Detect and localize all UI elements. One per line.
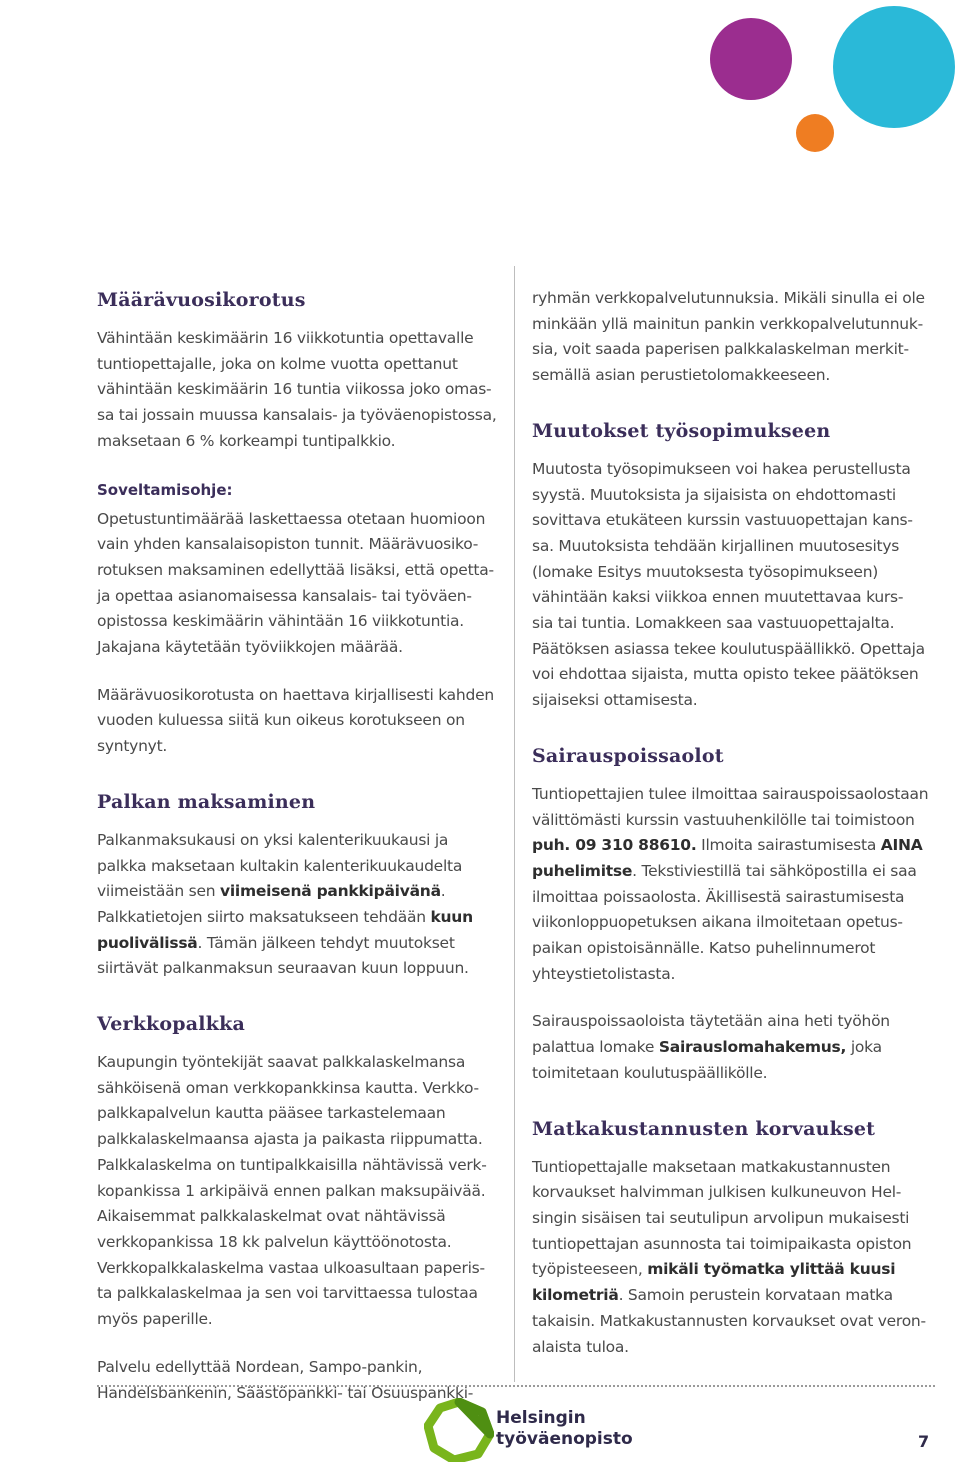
- text-line: Jakajana käytetään työviikkojen määrää.: [97, 638, 403, 657]
- paragraph: Sairauspoissaoloista täytetään aina heti työhön palattua lomake Sairauslomahakemus, joka toimitetaan koulutuspäällikölle.: [532, 1012, 890, 1082]
- text-line: sa tai jossain muussa kansalais- ja työväenopistossa,: [97, 406, 497, 425]
- text-line: Palvelu edellyttää Nordean, Sampo-pankin,: [97, 1357, 423, 1376]
- text-line: tuntiopettajalle, joka on kolme vuotta opettanut: [97, 354, 458, 373]
- text-line: kopankissa 1 arkipäivä ennen palkan maksupäivää.: [97, 1181, 486, 1200]
- paragraph: [97, 507, 502, 661]
- text-line: sia, voit saada paperisen palkkalaskelman merkit-: [532, 340, 909, 359]
- text-line: syntynyt.: [97, 737, 168, 756]
- text-line: palkkalaskelmaansa ajasta ja paikasta riippumatta.: [97, 1130, 483, 1149]
- paragraph: [532, 286, 942, 389]
- section-heading-sairauspoissaolot: Sairauspoissaolot: [532, 744, 724, 767]
- text-line: Määrävuosikorotusta on haettava kirjallisesti kahden: [97, 685, 494, 704]
- section-heading-verkkopalkka: Verkkopalkka: [97, 1013, 245, 1036]
- text-line: Kaupungin työntekijät saavat palkkalaskelmansa: [97, 1053, 466, 1072]
- text-line: Päätöksen asiassa tekee koulutuspäällikkö. Opettaja: [532, 639, 925, 658]
- decorative-cyan-circle: [833, 6, 955, 128]
- paragraph: [97, 683, 502, 760]
- text-line: semällä asian perustietolomakkeeseen.: [532, 366, 831, 385]
- text-line: Aikaisemmat palkkalaskelmat ovat nähtävissä: [97, 1207, 446, 1226]
- section-heading-matkakustannusten-korvaukset: Matkakustannusten korvaukset: [532, 1117, 876, 1140]
- text-line: voi ehdottaa sijaista, mutta opisto tekee päätöksen: [532, 665, 919, 684]
- paragraph: [97, 326, 502, 455]
- logo-wordmark: Helsingin työväenopisto: [496, 1408, 633, 1449]
- text-line: palkkapalvelun kautta pääsee tarkastelemaan: [97, 1104, 446, 1123]
- emphasis: puhelimitse: [532, 861, 633, 880]
- form-name: Sairauslomahakemus,: [658, 1038, 847, 1057]
- text-line: ta palkkalaskelmaa ja sen voi tarvittaessa tulostaa: [97, 1284, 478, 1303]
- column-divider: [514, 266, 515, 1382]
- paragraph: [532, 457, 942, 714]
- text-line: syystä. Muutoksista ja sijaisista on ehdottomasti: [532, 485, 896, 504]
- text-line: Tuntiopettajalle maksetaan matkakustannusten: [532, 1157, 891, 1176]
- text-line: ja opettaa asianomaisessa kansalais- tai työväen-: [97, 586, 472, 605]
- paragraph: [97, 1050, 502, 1333]
- text-line: Verkkopalkkalaskelma vastaa ulkoasultaan paperis-: [97, 1258, 485, 1277]
- emphasis: kilometriä: [532, 1286, 619, 1305]
- text-line: korvaukset halvimman julkisen kulkuneuvon Hel-: [532, 1183, 902, 1202]
- text-line: Vähintään keskimäärin 16 viikkotuntia opettavalle: [97, 329, 474, 347]
- text-line: sa. Muutoksista tehdään kirjallinen muutosesitys: [532, 536, 900, 555]
- emphasis: viimeisenä pankkipäivänä: [220, 882, 441, 901]
- text-line: viikonloppuopetuksen aikana ilmoitetaan opetus-: [532, 913, 903, 932]
- text-line: sovittava etukäteen kurssin vastuuopettajan kans-: [532, 511, 913, 530]
- subheading-soveltamisohje: Soveltamisohje:: [97, 480, 233, 499]
- text-line: tuntiopettajan asunnosta tai toimipaikasta opiston: [532, 1234, 912, 1253]
- text-line: paikan opistoisännälle. Katso puhelinnumerot: [532, 939, 876, 958]
- text-line: Handelsbankenin, Säästöpankki- tai Osuuspankki-: [97, 1383, 474, 1402]
- footer-divider: [97, 1385, 935, 1387]
- text-line: sijaiseksi ottamisesta.: [532, 691, 698, 710]
- text-line: (lomake Esitys muutoksesta työsopimukseen): [532, 562, 879, 581]
- text-line: Palkkalaskelma on tuntipalkkaisilla nähtävissä verk-: [97, 1155, 487, 1174]
- left-column: [97, 286, 502, 1406]
- text-line: alaista tuloa.: [532, 1337, 629, 1356]
- section-heading-maaravuosikorotus: Määrävuosikorotus: [97, 289, 306, 311]
- text-line: ryhmän verkkopalvelutunnuksia. Mikäli sinulla ei ole: [532, 289, 925, 307]
- text-line: sähköisenä oman verkkopankkinsa kautta. Verkko-: [97, 1078, 479, 1097]
- text-line: Opetustuntimäärää laskettaessa otetaan huomioon: [97, 509, 486, 528]
- text-line: verkkopankissa 18 kk palvelun käyttöönotosta.: [97, 1232, 452, 1251]
- paragraph: Tuntiopettajalle maksetaan matkakustannusten korvaukset halvimman julkisen kulkuneuvon Hel- singin sisäisen tai seutulipun arvolipun mukaisesti tuntiopettajan asunnosta tai toimipaikasta opiston työpisteeseen, mikäli työmatka ylittää kuusi kilometriä. Samoin perustein korvataan matka takaisin. Matkakustannusten korvaukset ovat veron- alaista tuloa.: [532, 1155, 942, 1361]
- emphasis: mikäli työmatka ylittää kuusi: [647, 1260, 896, 1279]
- text-line: rotuksen maksaminen edellyttää lisäksi, että opetta-: [97, 560, 494, 579]
- text-line: singin sisäisen tai seutulipun arvolipun mukaisesti: [532, 1208, 910, 1227]
- page-number: 7: [918, 1432, 930, 1451]
- phone-number: puh. 09 310 88610.: [532, 836, 697, 855]
- section-heading-palkan-maksaminen: Palkan maksaminen: [97, 790, 316, 813]
- decorative-purple-circle: [710, 18, 792, 100]
- text-line: vähintään kaksi viikkoa ennen muutettavaa kurs-: [532, 588, 904, 607]
- emphasis: puolivälissä: [97, 933, 198, 952]
- paragraph: Palkanmaksukausi on yksi kalenterikuukausi ja palkka maksetaan kultakin kalenterikuukaudelta viimeistään sen viimeisenä pankkipäivänä. Palkkatietojen siirto maksatukseen tehdään kuun puolivälissä. Tämän jälkeen tehdyt muutokset siirtävät palkanmaksun seuraavan kuun loppuun.: [97, 830, 473, 978]
- text-line: Muutosta työsopimukseen voi hakea perustellusta: [532, 459, 911, 478]
- text-line: opistossa keskimäärin vähintään 16 viikkotuntia.: [97, 612, 464, 631]
- emphasis: AINA: [880, 836, 923, 855]
- text-line: vain yhden kansalaisopiston tunnit. Määrävuosiko-: [97, 535, 479, 554]
- text-line: minkään yllä mainitun pankin verkkopalvelutunnuk-: [532, 314, 923, 333]
- paragraph: Tuntiopettajien tulee ilmoittaa sairauspoissaolostaan välittömästi kurssin vastuuhenkilölle tai toimistoon puh. 09 310 88610. Ilmoita sairastumisesta AINA puhelimitse. Tekstiviestillä tai sähköpostilla ei saa ilmoittaa poissaolosta. Äkillisestä sairastumisesta viikonloppuopetuksen aikana ilmoitetaan opetus- paikan opistoisännälle. Katso puhelinnumerot yhteystietolistasta.: [532, 782, 942, 988]
- emphasis: kuun: [430, 907, 473, 926]
- text-line: maksetaan 6 % korkeampi tuntipalkkio.: [97, 431, 396, 450]
- text-line: takaisin. Matkakustannusten korvaukset ovat veron-: [532, 1311, 926, 1330]
- text-line: vuoden kuluessa siitä kun oikeus korotukseen on: [97, 711, 465, 730]
- text-line: myös paperille.: [97, 1310, 213, 1329]
- section-heading-muutokset-tyosopimukseen: Muutokset työsopimukseen: [532, 419, 831, 442]
- text-line: sia tai tuntia. Lomakkeen saa vastuuopettajalta.: [532, 614, 895, 633]
- decorative-orange-circle: [796, 114, 834, 152]
- text-line: yhteystietolistasta.: [532, 964, 676, 983]
- text-line: vähintään keskimäärin 16 tuntia viikossa joko omas-: [97, 380, 492, 399]
- logo-icon: [424, 1398, 494, 1462]
- text-line: ilmoittaa poissaolosta. Äkillisestä sairastumisesta: [532, 887, 905, 906]
- right-column: [532, 286, 942, 1360]
